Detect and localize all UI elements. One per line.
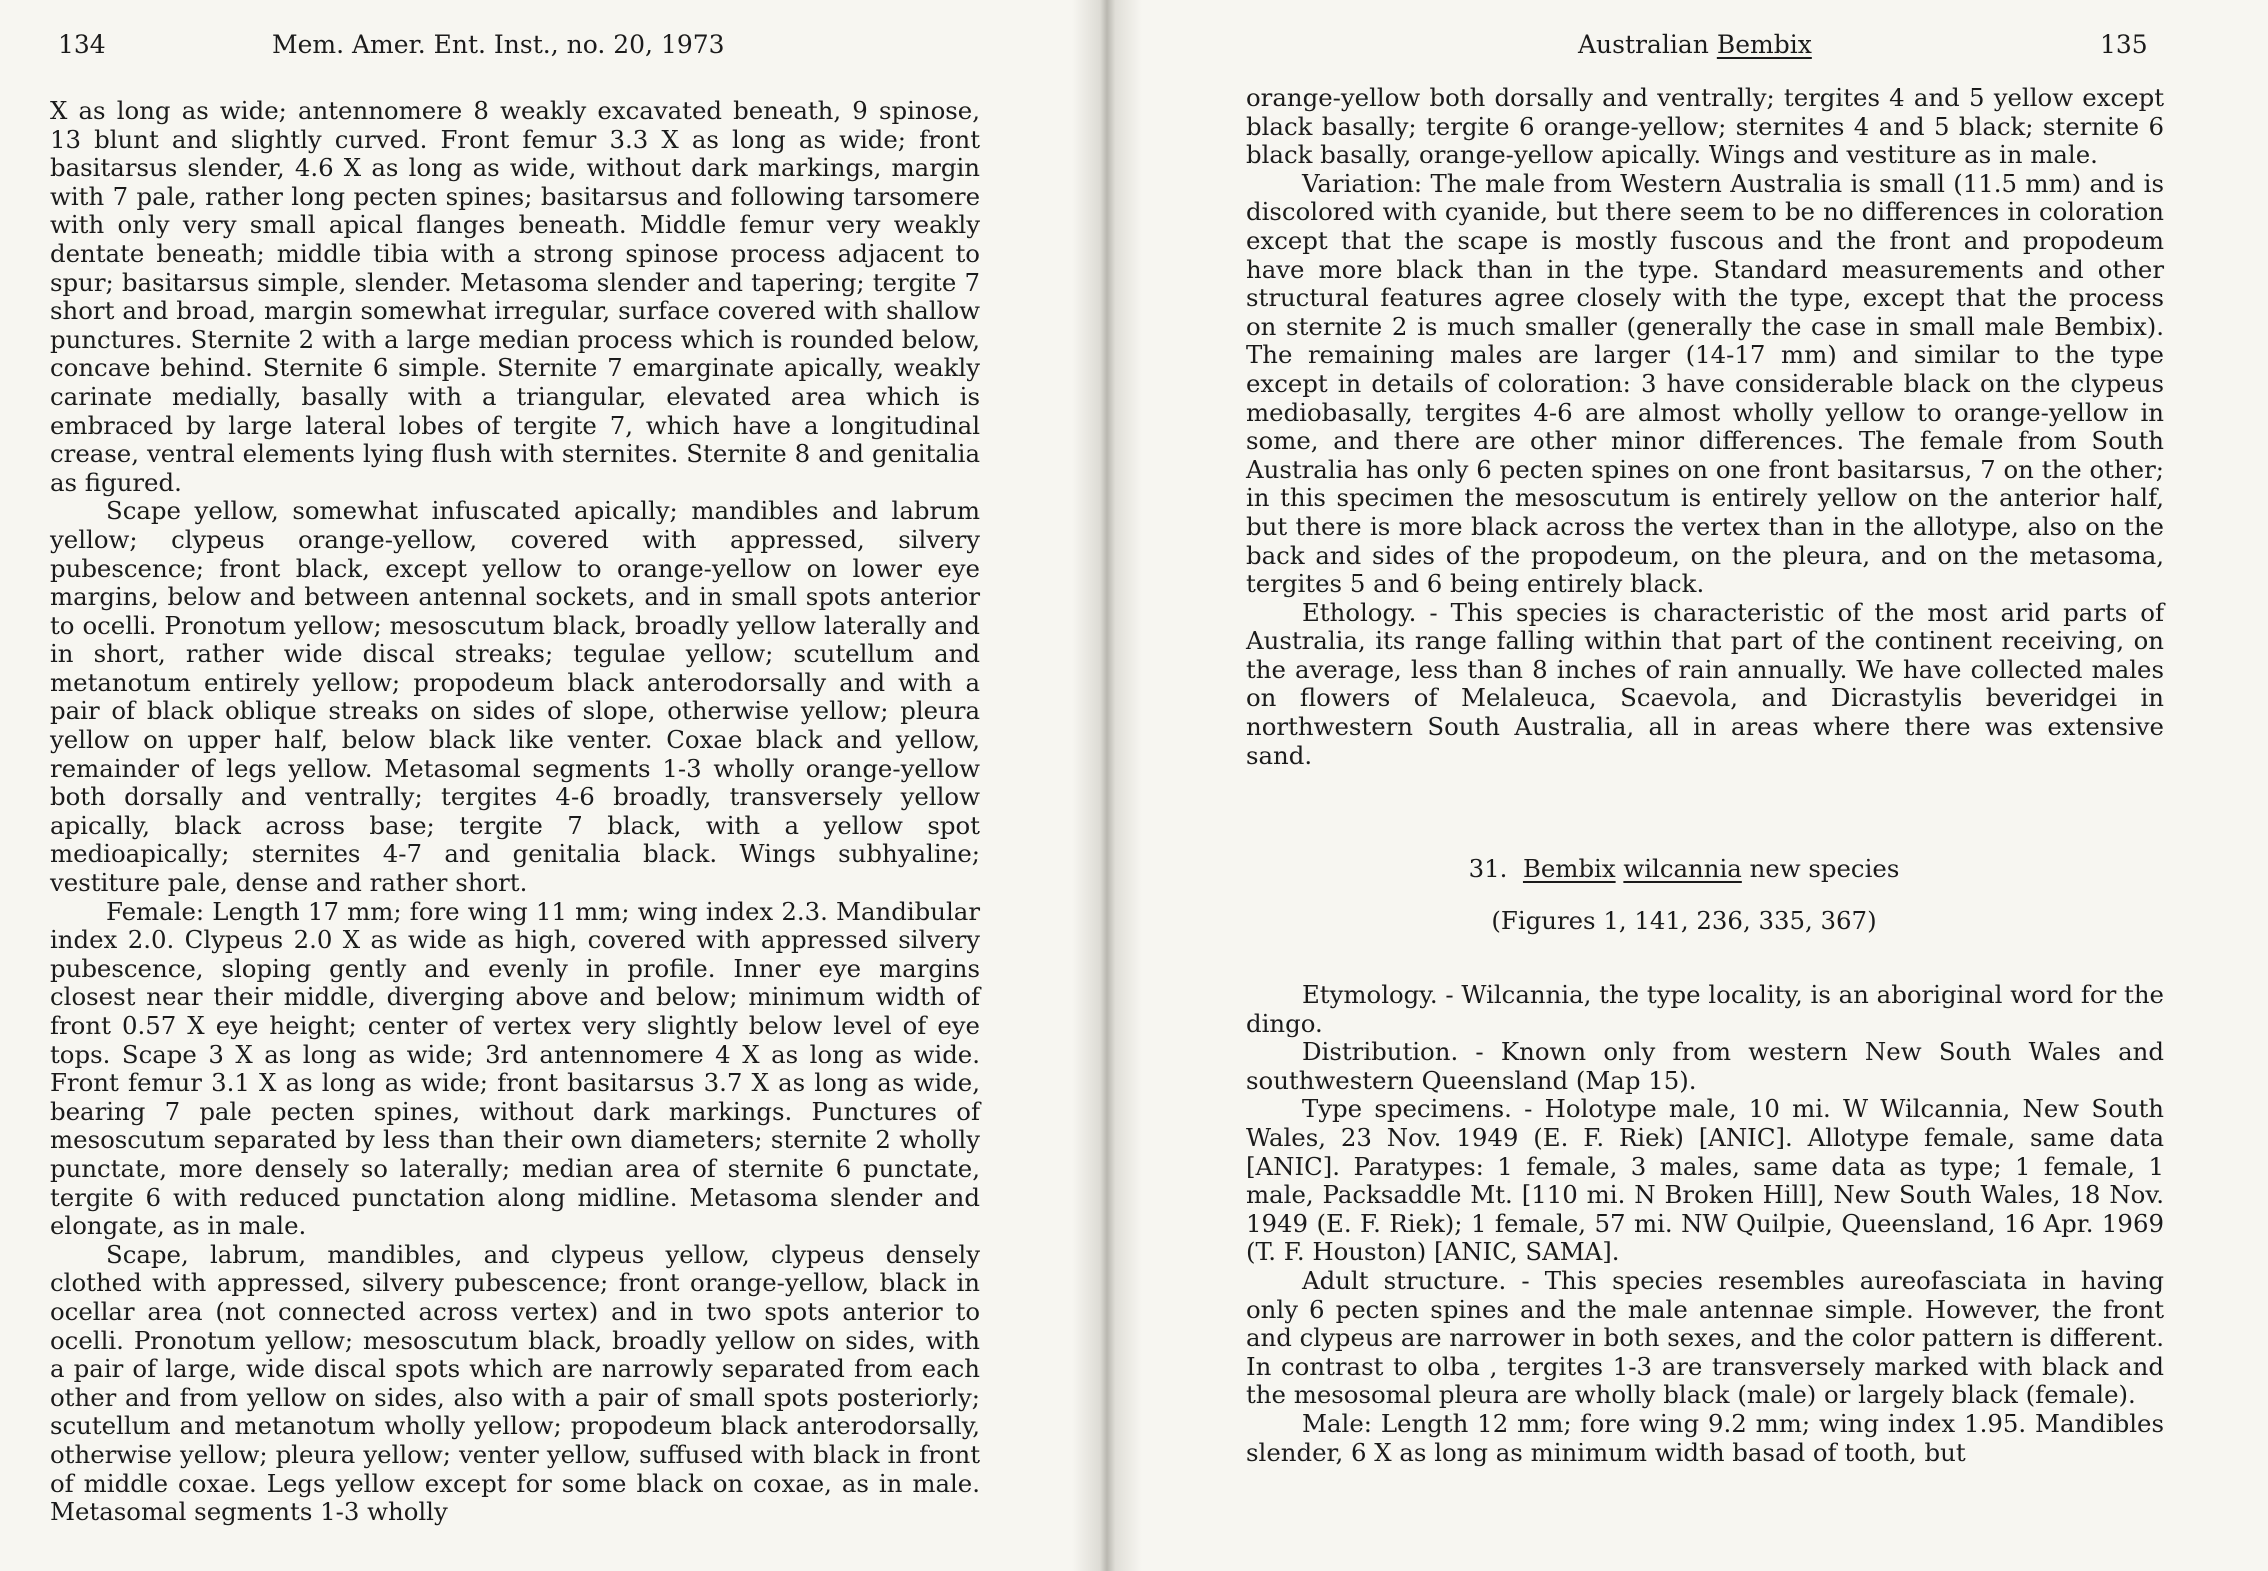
- left-body-text: [50, 97, 980, 1527]
- running-title: [1578, 30, 1812, 64]
- journal-citation: Mem. Amer. Ent. Inst., no. 20, 1973: [272, 30, 725, 59]
- ethology-paragraph: Ethology. - This species is characteristic of the most arid parts of Australia, its range falling within that part of the continent receiving, on the average, less than 8 inches of rain annually. We have collected males on flowers of Melaleuca, Scaevola, and Dicrastylis beveridgei in northwestern South Australia, all in areas where there was extensive sand.: [1246, 597, 2164, 770]
- species-number: 31.: [1468, 854, 1508, 883]
- left-paragraph-3: Female: Length 17 mm; fore wing 11 mm; wing index 2.3. Mandibular index 2.0. Clypeus 2.0 X as wide as high, covered with appressed silvery pubescence, sloping gently and evenly in profile. Inner eye margins closest near their middle, diverging above and below; minimum width of front 0.57 X eye height; center of vertex very slightly below level of eye tops. Scape 3 X as long as wide; 3rd antennomere 4 X as long as wide. Front femur 3.1 X as long as wide; front basitarsus 3.7 X as long as wide, bearing 7 pale pecten spines, without dark markings. Punctures of mesoscutum separated by less than their own diameters; sternite 2 wholly punctate, more densely so laterally; median area of sternite 6 punctate, tergite 6 with reduced punctation along midline. Metasoma slender and elongate, as in male.: [50, 896, 980, 1241]
- figure-references: (Figures 1, 141, 236, 335, 367): [1491, 906, 1877, 935]
- species-status: new species: [1749, 854, 1900, 883]
- running-title-prefix: Australian: [1578, 30, 1717, 59]
- adult-structure-paragraph: Adult structure. - This species resembles aureofasciata in having only 6 pecten spines and the male antennae simple. However, the front and clypeus are narrower in both sexes, and the color pattern is different. In contrast to olba , tergites 1-3 are transversely marked with black and the mesosomal pleura are wholly black (male) or largely black (female).: [1246, 1265, 2164, 1410]
- left-page: [0, 0, 1104, 1571]
- running-title-genus: Bembix: [1716, 30, 1812, 59]
- male-description-paragraph: Male: Length 12 mm; fore wing 9.2 mm; wing index 1.95. Mandibles slender, 6 X as long as minimum width basad of tooth, but: [1246, 1408, 2164, 1467]
- distribution-paragraph: Distribution. - Known only from western New South Wales and southwestern Queensland (Map 15).: [1246, 1037, 2164, 1095]
- book-spine-gutter: [1072, 0, 1142, 1571]
- species-genus: Bembix: [1522, 854, 1616, 883]
- right-page: [1104, 0, 2268, 1571]
- right-body-text-bottom: [1246, 981, 2164, 1467]
- left-paragraph-4: Scape, labrum, mandibles, and clypeus yellow, clypeus densely clothed with appressed, silvery pubescence; front orange-yellow, black in ocellar area (not connected across vertex) and in two spots anterior to ocelli. Pronotum yellow; mesoscutum black, broadly yellow on sides, with a pair of large, wide discal spots which are narrowly separated from each other and from yellow on sides, also with a pair of small spots posteriorly; scutellum and metanotum wholly yellow; propodeum black anterodorsally, otherwise yellow; pleura yellow; venter yellow, suffused with black in front of middle coxae. Legs yellow except for some black on coxae, as in male. Metasomal segments 1-3 wholly: [50, 1239, 980, 1527]
- left-page-number: 134: [58, 30, 106, 59]
- left-paragraph-1: X as long as wide; antennomere 8 weakly excavated beneath, 9 spinose, 13 blunt and slightly curved. Front femur 3.3 X as long as wide; front basitarsus slender, 4.6 X as long as wide, without dark markings, margin with 7 pale, rather long pecten spines; basitarsus and following tarsomere with only very small apical flanges beneath. Middle femur very weakly dentate beneath; middle tibia with a strong spinose process adjacent to spur; basitarsus simple, slender. Metasoma slender and tapering; tergite 7 short and broad, margin somewhat irregular, surface covered with shallow punctures. Sternite 2 with a large median process which is rounded below, concave behind. Sternite 6 simple. Sternite 7 emarginate apically, weakly carinate medially, basally with a triangular, elevated area which is embraced by large lateral lobes of tergite 7, which have a longitudinal crease, ventral elements lying flush with sternites. Sternite 8 and genitalia as figured.: [50, 96, 980, 497]
- species-heading: [1104, 854, 2264, 883]
- right-paragraph-1: orange-yellow both dorsally and ventrally; tergites 4 and 5 yellow except black basally; tergite 6 orange-yellow; sternites 4 and 5 black; sternite 6 black basally, orange-yellow apically. Wings and vestiture as in male.: [1246, 83, 2164, 170]
- etymology-paragraph: Etymology. - Wilcannia, the type locality, is an aboriginal word for the dingo.: [1246, 980, 2164, 1038]
- type-specimens-paragraph: Type specimens. - Holotype male, 10 mi. W Wilcannia, New South Wales, 23 Nov. 1949 (E. F. Riek) [ANIC]. Allotype female, same data [ANIC]. Paratypes: 1 female, 3 males, same data as type; 1 female, 1 male, Packsaddle Mt. [110 mi. N Broken Hill], New South Wales, 18 Nov. 1949 (E. F. Riek); 1 female, 57 mi. NW Quilpie, Queensland, 16 Apr. 1969 (T. F. Houston) [ANIC, SAMA].: [1246, 1094, 2164, 1267]
- right-page-number: 135: [2100, 30, 2148, 59]
- left-paragraph-2: Scape yellow, somewhat infuscated apically; mandibles and labrum yellow; clypeus orange-yellow, covered with appressed, silvery pubescence; front black, except yellow to orange-yellow on lower eye margins, below and between antennal sockets, and in small spots anterior to ocelli. Pronotum yellow; mesoscutum black, broadly yellow laterally and in short, rather wide discal streaks; tegulae yellow; scutellum and metanotum entirely yellow; propodeum black anterodorsally and with a pair of black oblique streaks on sides of slope, otherwise yellow; pleura yellow on upper half, below black like venter. Coxae black and yellow, remainder of legs yellow. Metasomal segments 1-3 wholly orange-yellow both dorsally and ventrally; tergites 4-6 broadly, transversely yellow apically, black across base; tergite 7 black, with a yellow spot medioapically; sternites 4-7 and genitalia black. Wings subhyaline; vestiture pale, dense and rather short.: [50, 496, 980, 898]
- species-epithet: wilcannia: [1623, 854, 1742, 883]
- variation-paragraph: Variation: The male from Western Australia is small (11.5 mm) and is discolored with cyanide, but there seem to be no differences in coloration except that the scape is mostly fuscous and the front and propodeum have more black than in the type. Standard measurements and other structural features agree closely with the type, except that the process on sternite 2 is much smaller (generally the case in small male Bembix). The remaining males are larger (14-17 mm) and similar to the type except in details of coloration: 3 have considerable black on the clypeus mediobasally, tergites 4-6 are almost wholly yellow to orange-yellow in some, and there are other minor differences. The female from South Australia has only 6 pecten spines on one front basitarsus, 7 on the other; in this specimen the mesoscutum is entirely yellow on the anterior half, but there is more black across the vertex than in the allotype, also on the back and sides of the propodeum, on the pleura, and on the metasoma, tergites 5 and 6 being entirely black.: [1246, 168, 2164, 599]
- right-body-text-top: [1246, 84, 2164, 770]
